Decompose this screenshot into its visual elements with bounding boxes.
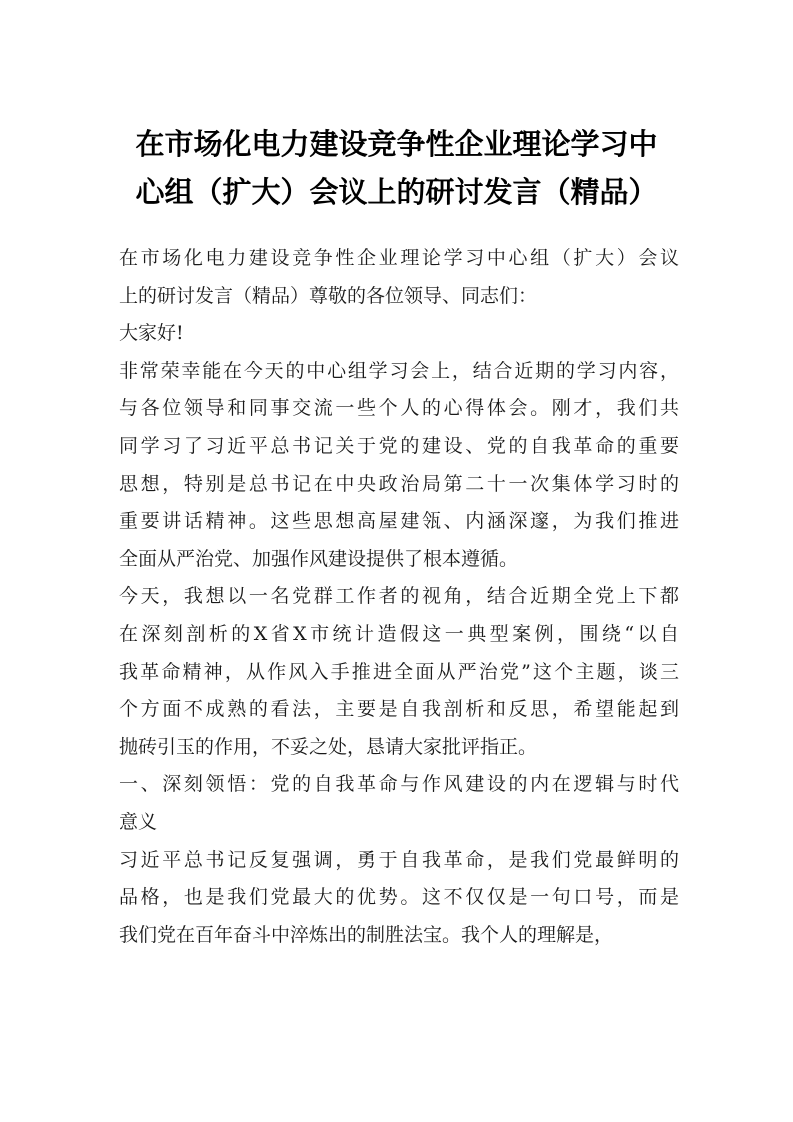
text-line: 非常荣幸能在今天的中心组学习会上，结合近期的学习内容，	[119, 359, 679, 382]
text-line: 重要讲话精神。这些思想高屋建瓴、内涵深邃，为我们推进	[119, 510, 679, 533]
section-heading-1	[119, 766, 679, 841]
text-line: 抛砖引玉的作用，不妥之处，恳请大家批评指正。	[119, 735, 538, 758]
paragraph-opening	[119, 353, 679, 579]
text-line: 个方面不成熟的看法，主要是自我剖析和反思，希望能起到	[119, 698, 679, 721]
text-line: 思想，特别是总书记在中央政治局第二十一次集体学习时的	[119, 472, 679, 495]
text-line: 一、深刻领悟：党的自我革命与作风建设的内在逻辑与时代	[119, 773, 679, 796]
text-line: 上的研讨发言（精品）尊敬的各位领导、同志们：	[119, 284, 538, 307]
text-line: 在市场化电力建设竞争性企业理论学习中心组（扩大）会议	[119, 247, 679, 269]
title-text: 在市场化电力建设竞争性企业理论学习中	[135, 127, 658, 161]
text-line: 在深刻剖析的X省X市统计造假这一典型案例，围绕“以自	[119, 622, 679, 645]
text-line: 全面从严治党、加强作风建设提供了根本遵循。	[119, 547, 519, 570]
paragraph-section-1	[119, 842, 679, 955]
text-line: 意义	[119, 810, 158, 833]
title-text: 心组（扩大）会议上的研讨发言（精品）	[135, 175, 658, 209]
text-line: 同学习了习近平总书记关于党的建设、党的自我革命的重要	[119, 434, 679, 457]
paragraph-theme	[119, 578, 679, 766]
text-line: 我革命精神，从作风入手推进全面从严治党”这个主题，谈三	[119, 660, 679, 683]
document-title-line-2	[90, 168, 703, 216]
document-title-line-1	[90, 120, 703, 168]
text-line: 我们党在百年奋斗中淬炼出的制胜法宝。我个人的理解是，	[119, 923, 614, 946]
document-body	[119, 240, 679, 954]
text-line: 习近平总书记反复强调，勇于自我革命，是我们党最鲜明的	[119, 848, 679, 871]
text-line: 品格，也是我们党最大的优势。这不仅仅是一句口号，而是	[119, 886, 679, 909]
paragraph-greeting	[119, 315, 679, 353]
text-line: 大家好!	[119, 322, 184, 345]
text-line: 今天，我想以一名党群工作者的视角，结合近期全党上下都	[119, 585, 679, 608]
text-line: 与各位领导和同事交流一些个人的心得体会。刚才，我们共	[119, 397, 679, 420]
paragraph-intro	[119, 240, 679, 315]
